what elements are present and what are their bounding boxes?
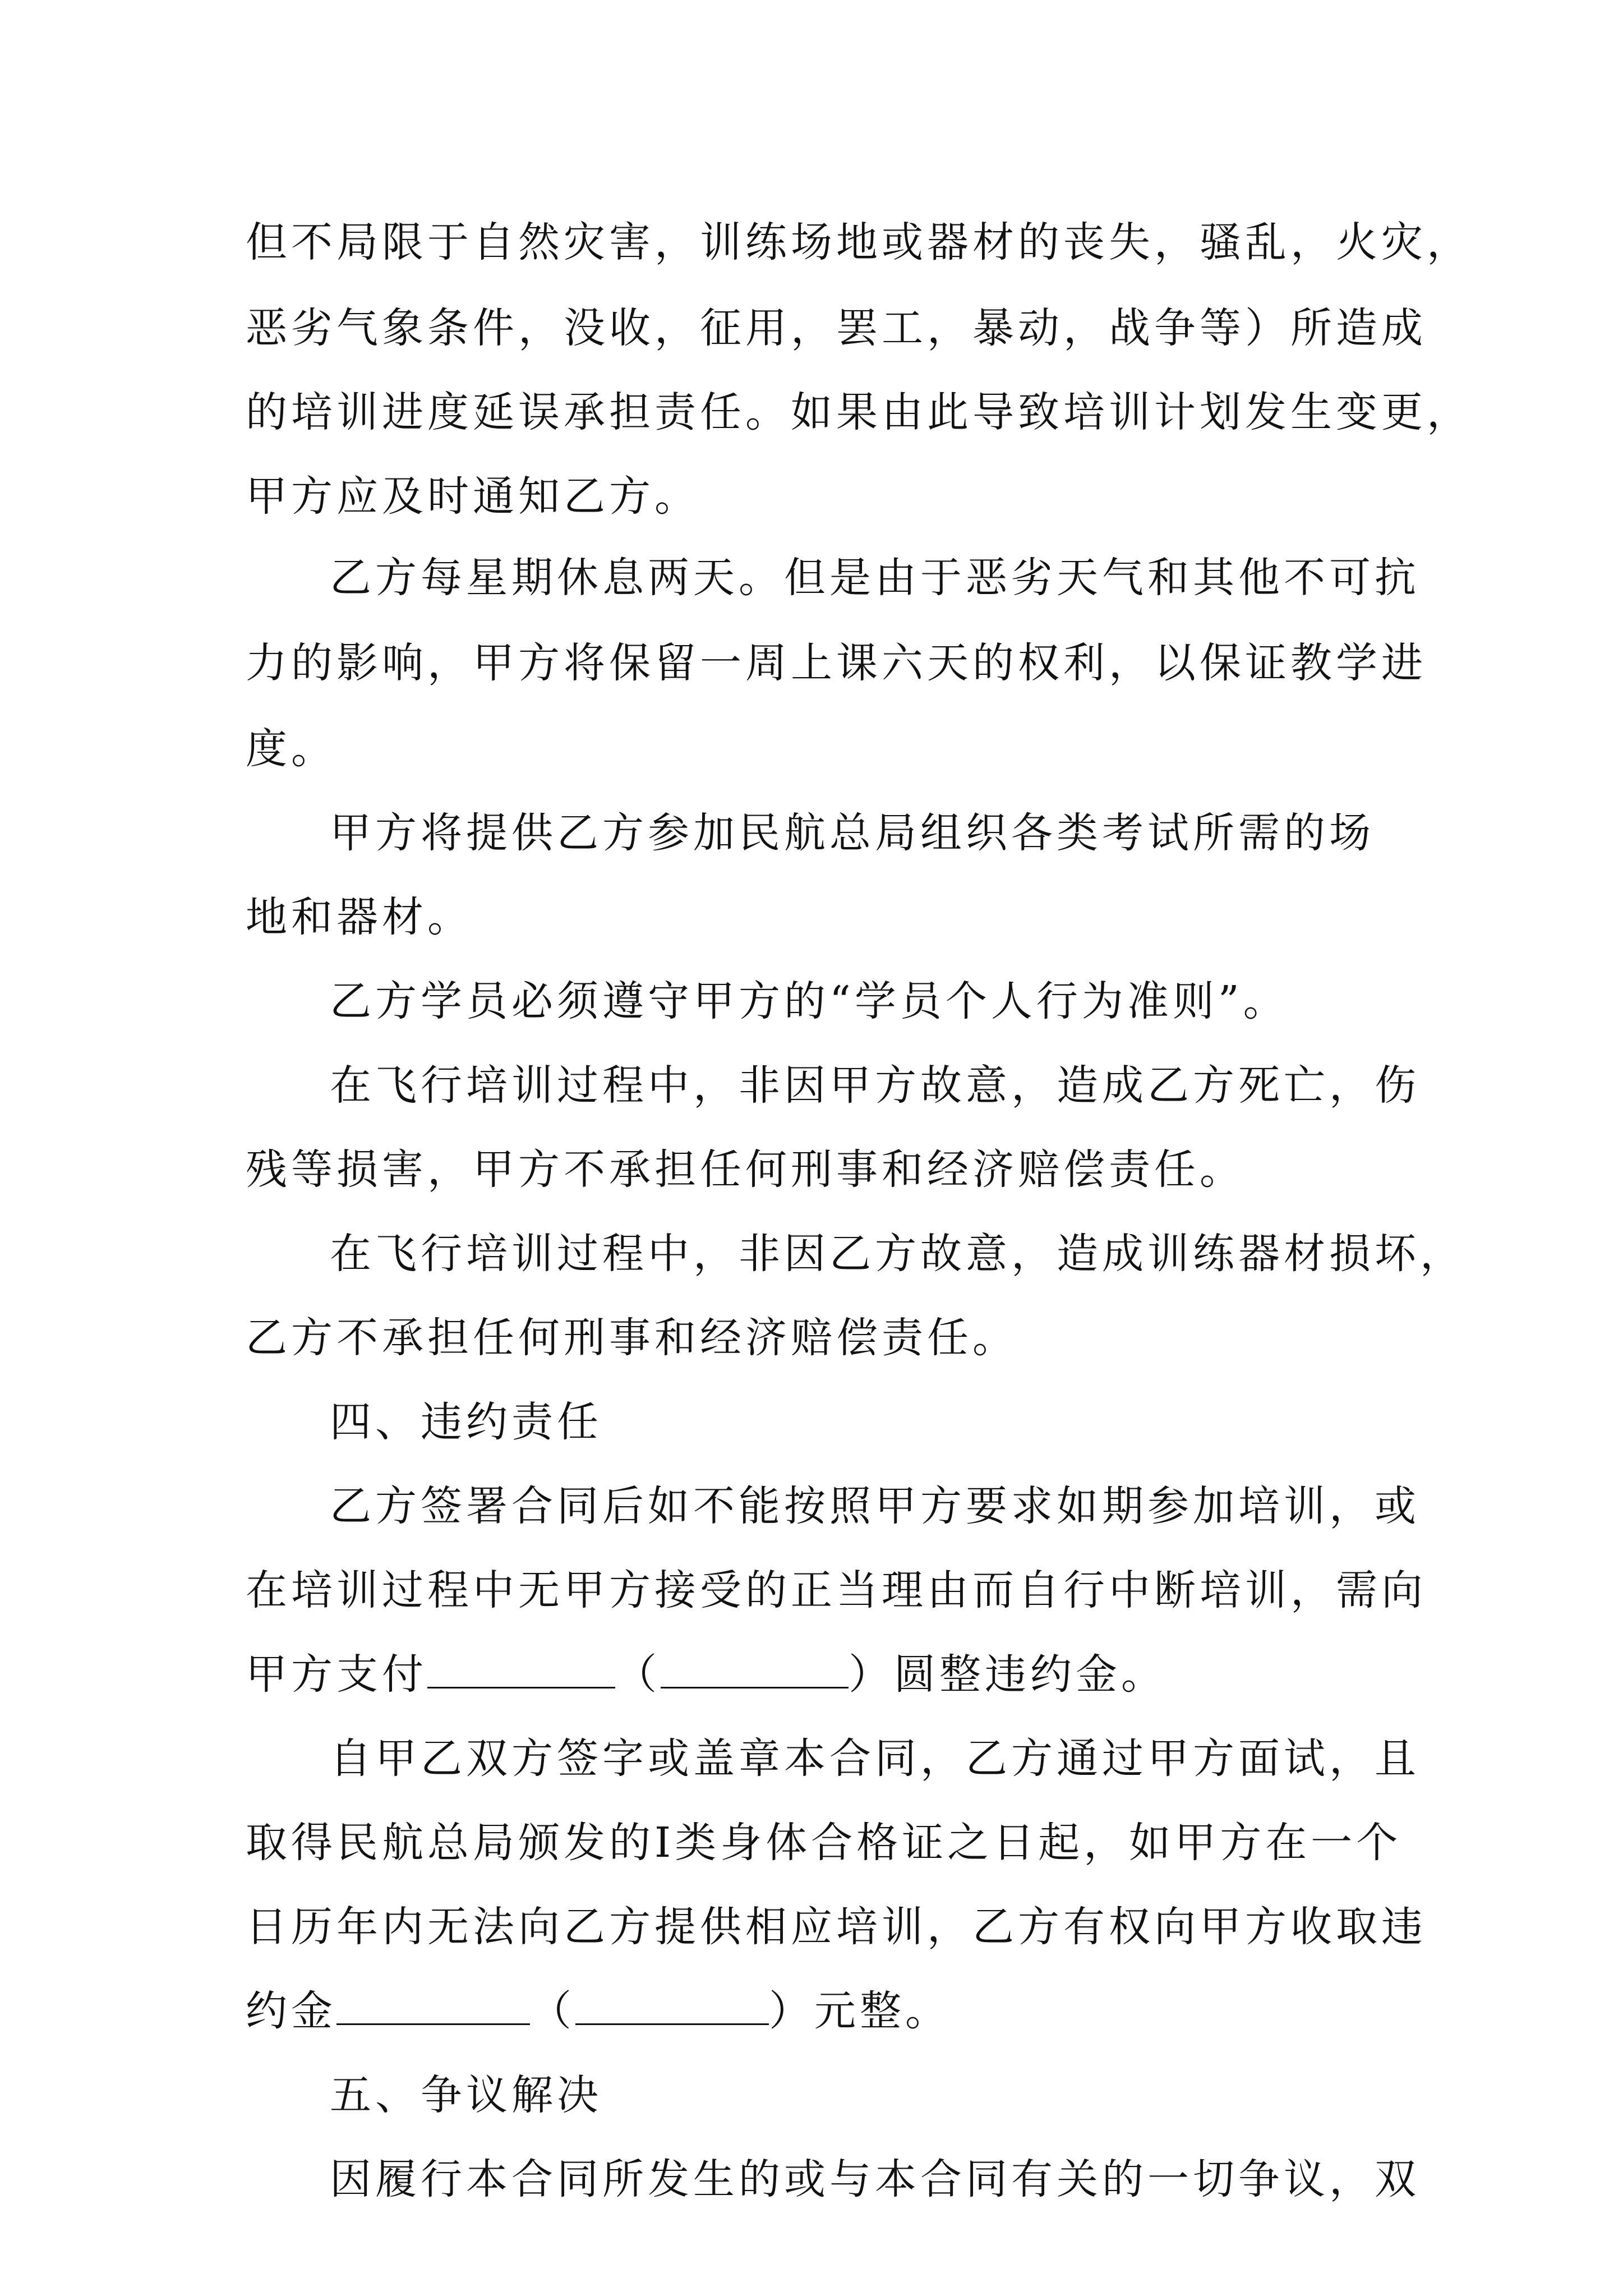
fee-line — [246, 1983, 951, 2039]
amount-words-blank[interactable] — [661, 1649, 849, 1688]
text-line: 但不局限于自然灾害，训练场地或器材的丧失，骚乱，火灾， — [246, 218, 1472, 266]
text-line: 在飞行培训过程中，非因乙方故意，造成训练器材损坏， — [330, 1230, 1465, 1278]
amount-blank[interactable] — [427, 1649, 615, 1688]
text-line: 甲方将提供乙方参加民航总局组织各类考试所需的场 — [330, 809, 1375, 857]
penalty-mid: （ — [615, 1650, 661, 1699]
amount-blank[interactable] — [336, 1985, 530, 2025]
text-line: 残等损害，甲方不承担任何刑事和经济赔偿责任。 — [246, 1145, 1245, 1194]
text-line: 恶劣气象条件，没收，征用，罢工，暴动，战争等）所造成 — [246, 304, 1427, 352]
text-line: 因履行本合同所发生的或与本合同有关的一切争议，双 — [330, 2155, 1420, 2203]
text-line: 日历年内无法向乙方提供相应培训，乙方有权向甲方收取违 — [246, 1903, 1427, 1951]
penalty-suffix: ）圆整违约金。 — [849, 1650, 1166, 1699]
text-line: 自甲乙双方签字或盖章本合同，乙方通过甲方面试，且 — [330, 1734, 1420, 1783]
amount-words-blank[interactable] — [575, 1985, 769, 2025]
text-line: 乙方每星期休息两天。但是由于恶劣天气和其他不可抗 — [330, 554, 1420, 602]
text-line: 乙方不承担任何刑事和经济赔偿责任。 — [246, 1314, 1018, 1362]
penalty-prefix: 甲方支付 — [246, 1650, 427, 1699]
section-heading: 四、违约责任 — [330, 1398, 602, 1446]
fee-mid: （ — [530, 1987, 575, 2035]
text-line: 乙方学员必须遵守甲方的“学员个人行为准则”。 — [330, 977, 1289, 1025]
text-line: 甲方应及时通知乙方。 — [246, 472, 700, 521]
fee-prefix: 约金 — [246, 1987, 336, 2035]
text-line: 取得民航总局颁发的Ⅰ类身体合格证之日起，如甲方在一个 — [246, 1819, 1402, 1867]
text-line: 乙方签署合同后如不能按照甲方要求如期参加培训，或 — [330, 1482, 1420, 1530]
fee-suffix: ）元整。 — [769, 1987, 951, 2035]
text-line: 在培训过程中无甲方接受的正当理由而自行中断培训，需向 — [246, 1566, 1427, 1614]
text-line: 的培训进度延误承担责任。如果由此导致培训计划发生变更， — [246, 388, 1472, 436]
penalty-line — [246, 1646, 1166, 1703]
text-line: 地和器材。 — [246, 893, 473, 941]
text-line: 在飞行培训过程中，非因甲方故意，造成乙方死亡，伤 — [330, 1061, 1420, 1110]
section-heading: 五、争议解决 — [330, 2071, 602, 2119]
text-line: 度。 — [246, 725, 336, 773]
text-line: 力的影响，甲方将保留一周上课六天的权利，以保证教学进 — [246, 639, 1427, 687]
